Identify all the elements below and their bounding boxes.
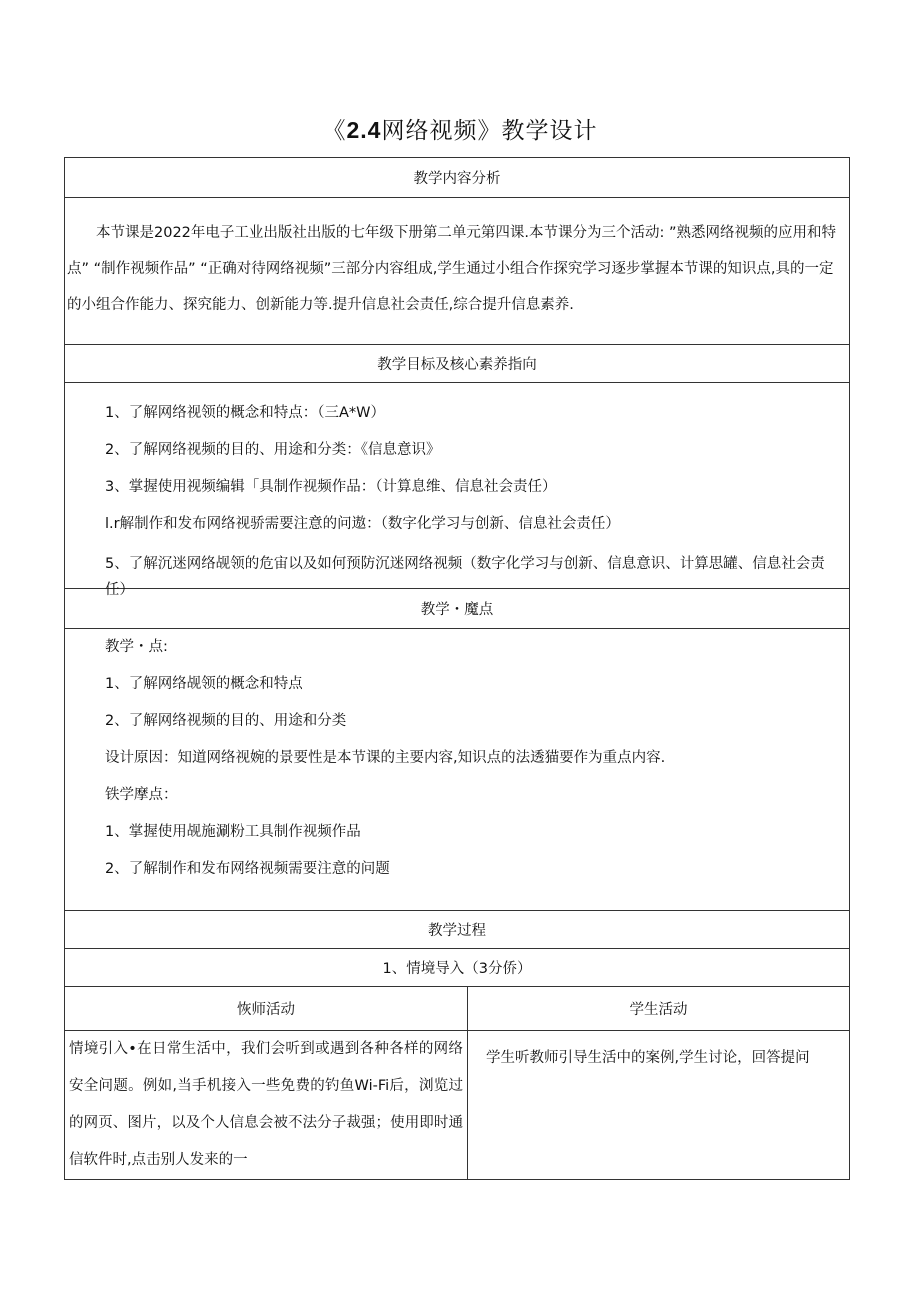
objective-item: 3、掌握使用视频编辑「具制作视频作品：（计算息维、信息社会责任）: [105, 479, 557, 495]
content-analysis-header: 教学内容分析: [65, 158, 850, 198]
teacher-activity-cell: [65, 1031, 468, 1180]
key-points-label: 教学・点:: [105, 639, 168, 655]
process-step-title: 1、情境导入（3分侨）: [65, 949, 850, 987]
key-points-cell: [65, 629, 850, 911]
difficult-point-item: 2、了解制作和发布网络视频需要注意的问题: [105, 861, 390, 877]
objective-item: 1、了解网络视领的概念和特点：（三A*W）: [105, 405, 385, 421]
key-points-header: 教学・魔点: [65, 589, 850, 629]
difficult-point-item: 1、掌握使用觇施涮粉工具制作视频作品: [105, 824, 361, 840]
document-title: 《2.4网络视频》教学设计: [322, 117, 598, 144]
teacher-activity-text: 情境引入•在日常生活中，我们会听到或遇到各种各样的网络安全问题。例如,当手机接入一些免费的钓鱼Wi-Fi后，浏览过的网页、图片，以及个人信息会被不法分子裁强；使用即时通信软件时,点击别人发来的一: [69, 1041, 463, 1168]
objective-item: 5、了解沉迷网络觇领的危宙以及如何预防沉迷网络视频（数字化学习与创新、信息意识、计算思罐、信息社会责任）: [105, 556, 825, 598]
lesson-number: 2.4: [346, 117, 382, 143]
objective-item: 2、了解网络视频的目的、用途和分类：《信息意识》: [105, 442, 441, 458]
teacher-activity-header: 恢师活动: [65, 987, 468, 1031]
key-point-item: 1、了解网络觇领的概念和特点: [105, 676, 303, 692]
content-analysis-cell: [65, 198, 850, 345]
key-point-item: 2、了解网络视频的目的、用途和分类: [105, 713, 347, 729]
student-activity-cell: [468, 1031, 850, 1180]
objectives-header: 教学目标及核心素养指向: [65, 345, 850, 383]
process-header: 教学过程: [65, 911, 850, 949]
lesson-design-table: [64, 157, 850, 1180]
student-activity-header: 学生活动: [468, 987, 850, 1031]
difficult-points-label: 铁学摩点：: [105, 787, 178, 803]
student-activity-text: 学生听教师引导生活中的案例,学生讨论，回答提问: [486, 1050, 810, 1066]
objective-item: l.r解制作和发布网络视骄需要注意的问遨：（数字化学习与创新、信息社会责任）: [105, 516, 620, 532]
content-analysis-paragraph: 本节课是2022年电子工业出版社出版的七年级下册第二单元第四课.本节课分为三个活动: ”熟悉网络视频的应用和特点” “制作视频作品” “正确对待网络视频”三部分内容组成,学生通过小组合作探究学习逐步掌握本节课的知识点,具的一定的小组合作能力、探究能力、创新能力等.提升信息社会责任,综合提升信息素养.: [67, 225, 837, 313]
objectives-cell: [65, 383, 850, 598]
design-reason: 设计原因：知道网络视婉的景要性是本节课的主要内容,知识点的法透猫要作为重点内容.: [105, 750, 666, 766]
